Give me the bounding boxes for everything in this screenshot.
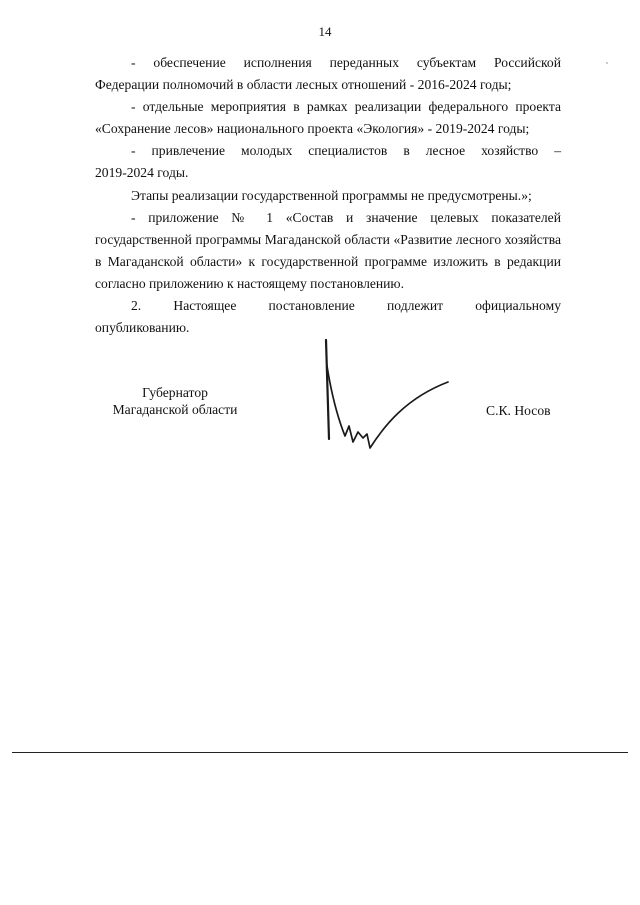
handwritten-signature [318, 336, 458, 456]
paragraph-text: - привлечение молодых специалистов в лесное хозяйство – [131, 143, 561, 159]
paragraph-text: «Сохранение лесов» национального проекта «Экология» - 2019-2024 годы; [95, 121, 530, 137]
paragraph-appendix-line1 [95, 207, 561, 229]
paragraph-text: 2019-2024 годы. [95, 165, 189, 181]
paragraph-item-federal-project-line2 [95, 118, 561, 140]
paragraph-item-subvention-line2 [95, 74, 561, 96]
paragraph-text: опубликованию. [95, 320, 190, 336]
footer-divider [12, 752, 628, 753]
paragraph-text: - приложение № 1 «Состав и значение целевых показателей [131, 209, 561, 225]
paragraph-text: - отдельные мероприятия в рамках реализации федерального проекта [131, 99, 561, 115]
signatory-title-line1: Губернатор [142, 385, 208, 400]
scan-artifact [606, 62, 608, 64]
paragraph-text: государственной программы Магаданской области «Развитие лесного хозяйства в Магаданской области» к государственной программе изложить в редакции согласно приложению к настоящему постановлению. [95, 231, 561, 291]
paragraph-item-federal-project-line1 [95, 96, 561, 118]
signatory-title-line2: Магаданской области [112, 402, 238, 417]
paragraph-item-young-specialists-line1 [95, 140, 561, 162]
signatory-title [80, 384, 270, 418]
signatory-name: С.К. Носов [486, 403, 551, 418]
paragraph-text: - обеспечение исполнения переданных субъектам Российской [131, 55, 561, 70]
paragraph-publication-line1 [95, 295, 561, 317]
paragraph-text: 2. Настоящее постановление подлежит официальному [131, 298, 561, 314]
paragraph-stages [95, 185, 561, 207]
paragraph-text: Федерации полномочий в области лесных отношений - 2016-2024 годы; [95, 77, 512, 93]
paragraph-text: Этапы реализации государственной программы не предусмотрены.»; [131, 187, 532, 203]
page-number: 14 [318, 24, 332, 39]
paragraph-item-subvention-line1 [95, 52, 561, 74]
paragraph-item-young-specialists-line2 [95, 162, 561, 184]
paragraph-appendix-rest [95, 229, 561, 295]
document-body [95, 52, 561, 339]
